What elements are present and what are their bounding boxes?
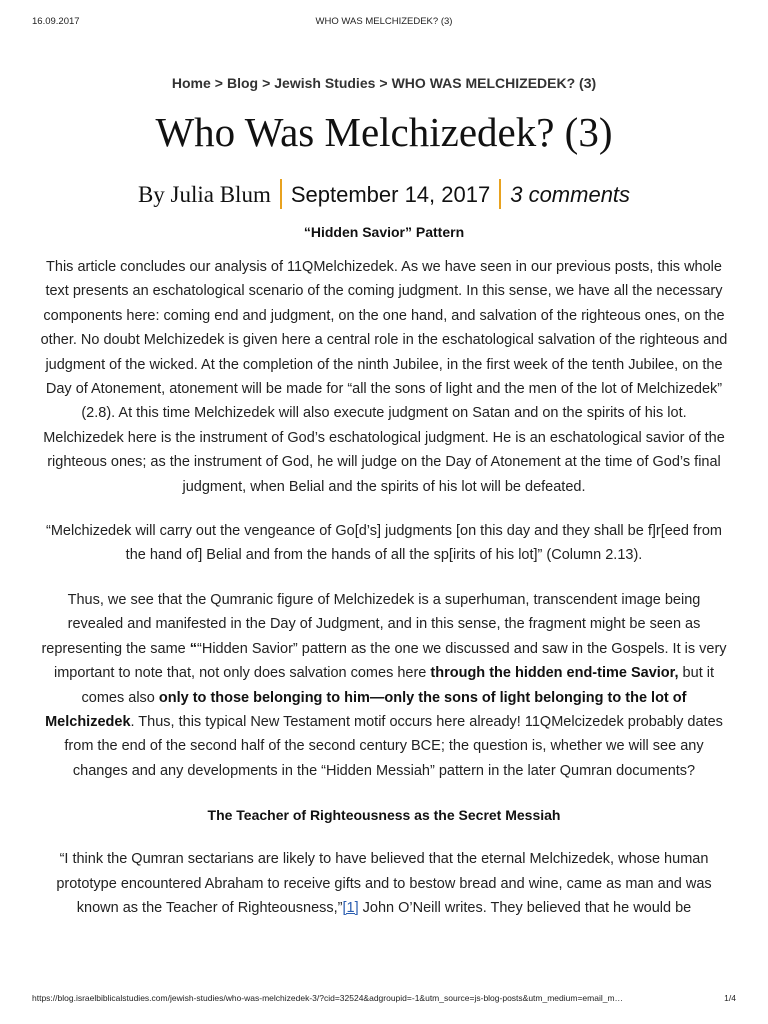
footnote-link-1[interactable]: [1] xyxy=(342,899,359,916)
breadcrumb-separator: > xyxy=(262,75,271,91)
comments-link[interactable]: 3 comments xyxy=(510,182,631,207)
paragraph-2-emphasis: through the hidden end-time Savior, xyxy=(430,665,679,682)
breadcrumb-jewish-studies[interactable]: Jewish Studies xyxy=(274,75,376,91)
paragraph-2 xyxy=(40,588,728,783)
subheading-teacher-of-righteousness: The Teacher of Righteousness as the Secret Messiah xyxy=(207,807,561,824)
byline xyxy=(0,178,768,212)
paragraph-2-emphasis: only to those belonging to him—only the sons of light belonging to the lot of Melchizedek xyxy=(45,689,687,730)
page-title: Who Was Melchizedek? (3) xyxy=(155,109,613,155)
breadcrumb-home[interactable]: Home xyxy=(171,75,211,91)
paragraph-2-text: . Thus, this typical New Testament motif occurs here already! 11QMelcizedek probably dates from the end of the second half of the second century BCE; the question is, whether we will see any changes and any developments in the “Hidden Messiah” pattern in the later Qumran documents? xyxy=(64,713,723,779)
article-body xyxy=(40,220,728,920)
print-date: 16.09.2017 xyxy=(32,16,80,27)
paragraph-2-text: “Hidden Savior” pattern as the one we discussed and saw in the Gospels. It is very important to note that, not only does salvation comes here xyxy=(53,640,727,682)
author[interactable]: By Julia Blum xyxy=(137,182,271,207)
byline-divider xyxy=(280,179,282,209)
print-url: https://blog.israelbiblicalstudies.com/jewish-studies/who-was-melchizedek-3/?cid=32524&adgroupid=-1&utm_source=js-blog-posts&utm_medium=email_m… xyxy=(32,993,624,1003)
paragraph-2-text: but it comes also xyxy=(81,665,714,706)
breadcrumb-blog[interactable]: Blog xyxy=(226,75,259,91)
breadcrumb-current: WHO WAS MELCHIZEDEK? (3) xyxy=(391,75,597,91)
post-date: September 14, 2017 xyxy=(290,182,491,207)
breadcrumb-separator: > xyxy=(379,75,388,91)
paragraph-2-quote-mark: “ xyxy=(189,640,198,657)
paragraph-3 xyxy=(40,847,728,920)
breadcrumb-separator: > xyxy=(214,75,223,91)
paragraph-1: This article concludes our analysis of 11QMelchizedek. As we have seen in our previous posts, this whole text presents an eschatological scenario of the coming judgment. In this sense, we have all the necessary components here: coming end and judgment, on the one hand, and salvation of the righteous ones, on the other. No doubt Melchizedek is given here a central role in the eschatological salvation of the righteous and judgment of the wicked. At the completion of the ninth Jubilee, in the first week of the tenth Jubilee, on the Day of Atonement, atonement will be made for “all the sons of light and the men of the lot of Melchizedek” (2.8). At this time Melchizedek will also execute judgment on Satan and on the spirits of his lot. Melchizedek here is the instrument of God’s eschatological judgment. He is an eschatological savior of the righteous ones; as the instrument of God, he will judge on the Day of Atonement at the time of God’s final judgment, when Belial and the spirits of his lot will be defeated. xyxy=(40,259,728,495)
subheading-hidden-savior: “Hidden Savior” Pattern xyxy=(303,224,465,240)
breadcrumb xyxy=(0,75,768,91)
print-title: WHO WAS MELCHIZEDEK? (3) xyxy=(315,16,453,27)
paragraph-3-text: John O’Neill writes. They believed that he would be xyxy=(358,899,692,916)
paragraph-3-text: “I think the Qumran sectarians are likely to have believed that the eternal Melchizedek, whose human prototype encountered Abraham to receive gifts and to bestow bread and wine, came as man and was known as the Teacher of Righteousness,” xyxy=(56,851,712,916)
byline-divider xyxy=(499,179,501,209)
print-header xyxy=(32,16,736,30)
page-number: 1/4 xyxy=(724,993,736,1003)
paragraph-2-text: Thus, we see that the Qumranic figure of Melchizedek is a superhuman, transcendent image being revealed and manifested in the Day of Judgment, and in this sense, the fragment might be seen as representing the same xyxy=(41,591,701,657)
print-footer xyxy=(32,993,736,1007)
quote-column-2-13: “Melchizedek will carry out the vengeance of Go[d’s] judgments [on this day and they shall be f]r[eed from the hand of] Belial and from the hands of all the sp[irits of his lot]” (Column 2.13). xyxy=(46,523,722,564)
